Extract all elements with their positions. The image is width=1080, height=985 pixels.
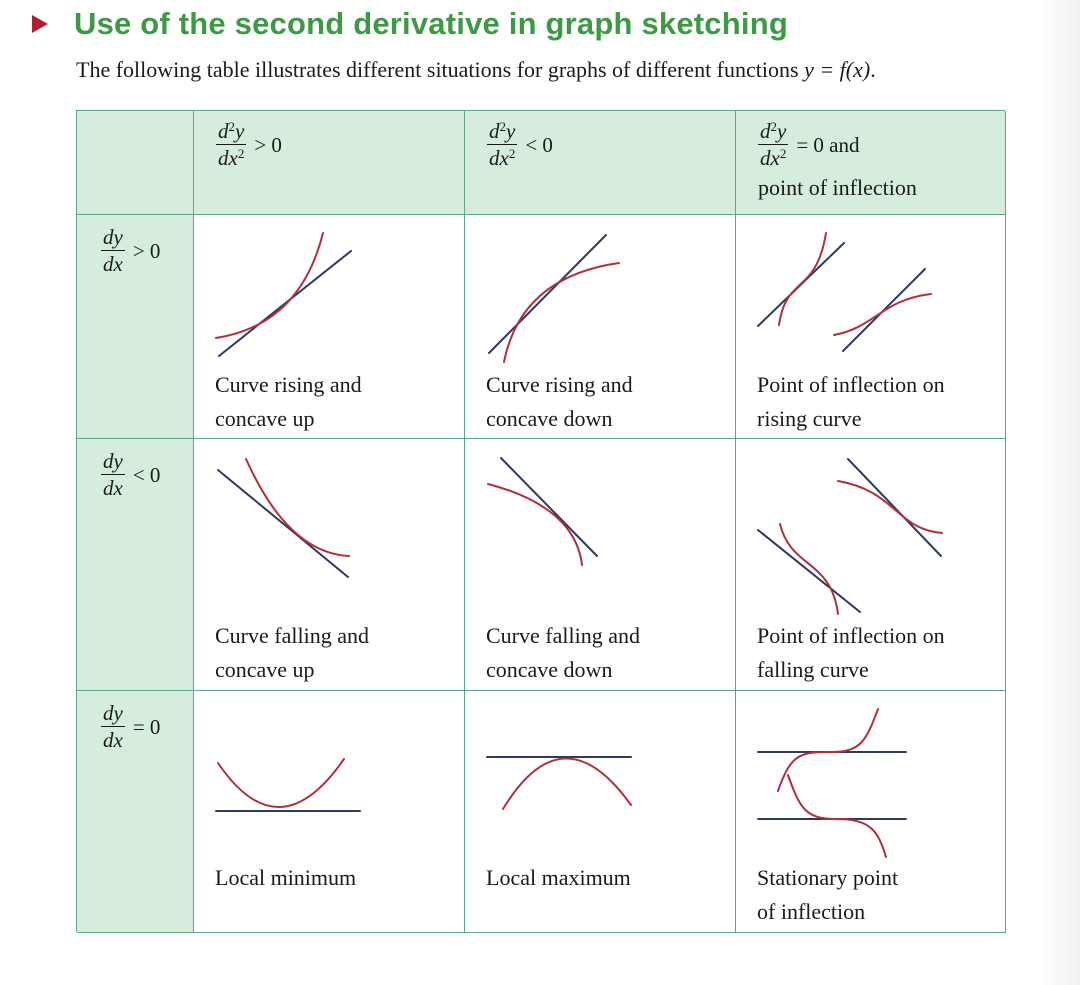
curve	[834, 294, 931, 335]
section-heading	[32, 4, 788, 44]
curve	[504, 263, 619, 362]
cell-description: Curve falling and concave down	[486, 623, 640, 682]
first-derivative-fraction: $\frac{dy}{dx}$	[103, 701, 123, 752]
intro-text: The following table illustrates different situations for graphs of different functions	[76, 57, 805, 82]
section-title: Use of the second derivative in graph sketching	[74, 6, 788, 41]
column-header-concave-down	[465, 111, 736, 215]
local-minimum-sketch	[194, 691, 464, 931]
curve	[779, 233, 826, 325]
second-derivative-fraction: $\frac{d^2y}{dx^2}$	[760, 119, 787, 170]
table-cell-rising-concave-up	[194, 215, 465, 439]
tangent-line	[218, 470, 348, 577]
column-header-inflection	[736, 111, 1006, 215]
second-derivative-fraction: $\frac{d^2y}{dx^2}$	[489, 119, 516, 170]
table-corner-cell	[77, 111, 194, 215]
intro-end: .	[870, 57, 876, 82]
curve	[503, 758, 631, 809]
page-edge-shadow	[1040, 0, 1080, 985]
row-relation: = 0	[132, 714, 161, 739]
table-cell-local-maximum	[465, 691, 736, 933]
curve	[246, 459, 349, 556]
second-derivative-fraction: $\frac{d^2y}{dx^2}$	[218, 119, 245, 170]
table-cell-falling-concave-up	[194, 439, 465, 691]
row-relation: < 0	[132, 462, 161, 487]
table-cell-local-minimum	[194, 691, 465, 933]
triangle-bullet-icon	[32, 15, 48, 33]
first-derivative-fraction: $\frac{dy}{dx}$	[103, 225, 123, 276]
curve	[778, 709, 878, 791]
cell-description: Point of inflection on falling curve	[757, 623, 945, 682]
tangent-line	[758, 530, 860, 612]
column-subtitle: point of inflection	[758, 175, 917, 200]
row-header-falling	[77, 439, 194, 691]
table-cell-inflection-rising	[736, 215, 1006, 439]
row-header-rising	[77, 215, 194, 439]
tangent-line	[219, 251, 351, 356]
cell-description: Local minimum	[215, 865, 357, 890]
row-header-stationary	[77, 691, 194, 933]
second-derivative-table	[76, 110, 1005, 932]
column-header-concave-up	[194, 111, 465, 215]
cell-description: Stationary point of inflection	[757, 865, 899, 924]
table-cell-rising-concave-down	[465, 215, 736, 439]
column-relation: > 0	[254, 132, 282, 157]
table-cell-falling-concave-down	[465, 439, 736, 691]
cell-description: Curve rising and concave down	[486, 372, 633, 431]
column-relation: = 0 and	[796, 132, 860, 157]
curve	[218, 759, 344, 807]
tangent-line	[489, 235, 606, 353]
cell-description: Local maximum	[486, 865, 631, 890]
table-cell-stationary-inflection	[736, 691, 1006, 933]
curve	[488, 484, 582, 565]
cell-description: Point of inflection on rising curve	[757, 372, 945, 431]
curve	[838, 481, 942, 533]
table-cell-inflection-falling	[736, 439, 1006, 691]
curve	[780, 524, 838, 614]
cell-description: Curve rising and concave up	[215, 372, 362, 431]
intro-paragraph	[76, 57, 876, 83]
cell-description: Curve falling and concave up	[215, 623, 369, 682]
first-derivative-fraction: $\frac{dy}{dx}$	[103, 449, 123, 500]
local-maximum-sketch	[465, 691, 735, 931]
intro-math: y = f(x)	[804, 57, 871, 82]
tangent-line	[501, 458, 597, 556]
row-relation: > 0	[132, 238, 161, 263]
column-relation: < 0	[525, 132, 553, 157]
tangent-line	[848, 459, 941, 556]
curve	[788, 775, 886, 857]
